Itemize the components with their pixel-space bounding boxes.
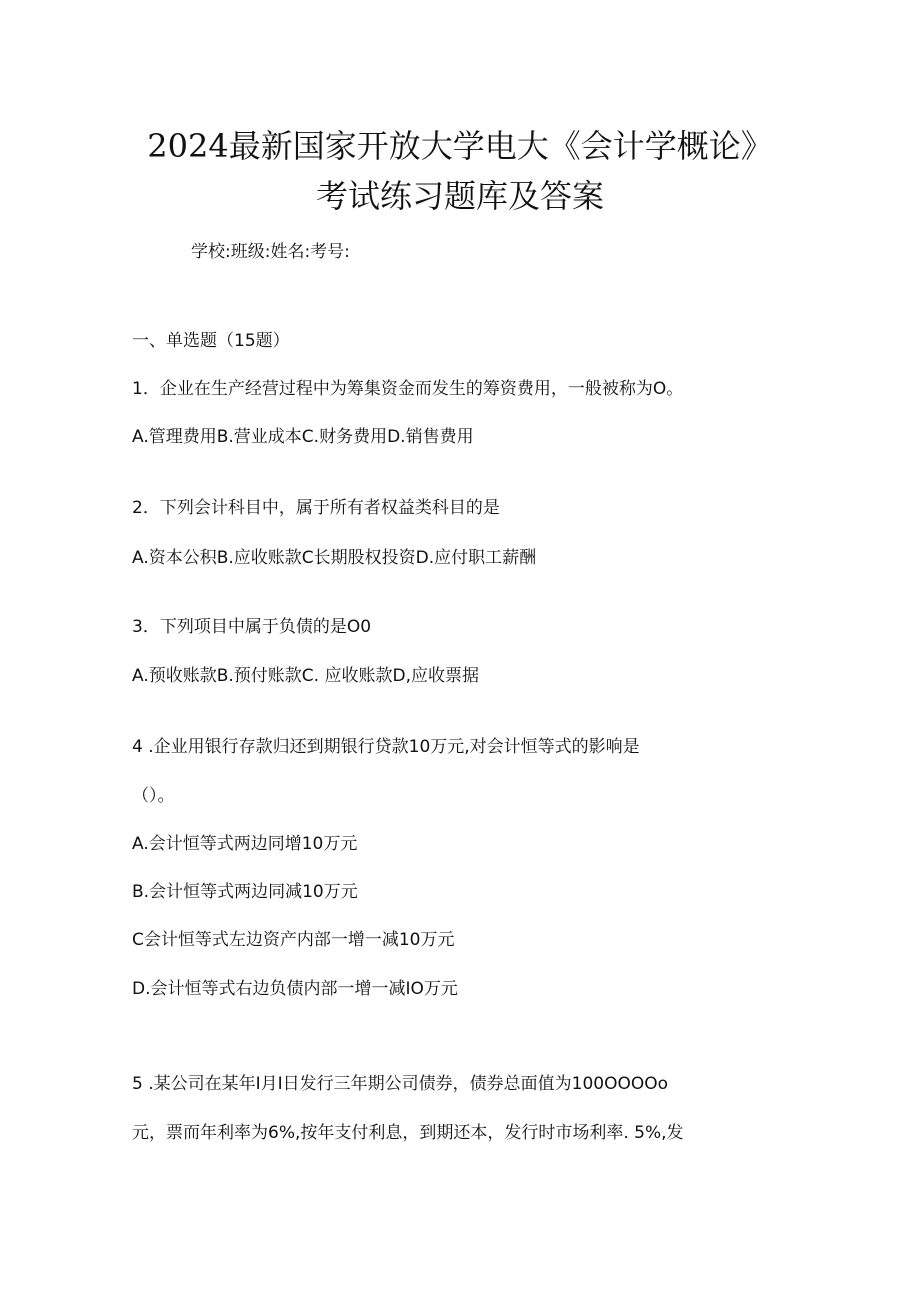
question-3-options: A.预收账款B.预付账款C. 应收账款D,应收票据 — [132, 666, 479, 686]
question-4-option-b: B.会计恒等式两边同减10万元 — [132, 882, 358, 902]
question-5-stem: 5 .某公司在某年I月I日发行三年期公司债券，债券总面值为100OOOOo — [132, 1074, 669, 1094]
question-4-stem-continued: （）。 — [132, 786, 175, 806]
question-4-option-d: D.会计恒等式右边负债内部一增一减IO万元 — [132, 979, 458, 999]
section-heading: 一、单选题（15题） — [132, 331, 290, 351]
question-4-stem: 4 .企业用银行存款归还到期银行贷款10万元,对会计恒等式的影响是 — [132, 737, 640, 757]
question-3-stem: 3．下列项目中属于负债的是O0 — [132, 617, 372, 637]
question-2-stem: 2．下列会计科目中，属于所有者权益类科目的是 — [132, 498, 500, 518]
question-1-stem: 1．企业在生产经营过程中为筹集资金而发生的筹资费用，一般被称为O。 — [132, 379, 684, 399]
student-info-line: 学校:班级:姓名:考号: — [191, 242, 350, 262]
question-1-options: A.管理费用B.营业成本C.财务费用D.销售费用 — [132, 427, 474, 447]
document-title-line1: 2024最新国家开放大学电大《会计学概论》 — [147, 127, 773, 165]
question-5-stem-continued: 元，票而年利率为6%,按年支付利息，到期还本，发行时市场利率. 5%,发 — [132, 1123, 684, 1143]
document-title-line2: 考试练习题库及答案 — [315, 177, 604, 215]
question-2-options: A.资本公积B.应收账款C长期股权投资D.应付职工薪酬 — [132, 548, 537, 568]
question-4-option-a: A.会计恒等式两边同增10万元 — [132, 834, 358, 854]
question-4-option-c: C会计恒等式左边资产内部一增一减10万元 — [132, 930, 455, 950]
